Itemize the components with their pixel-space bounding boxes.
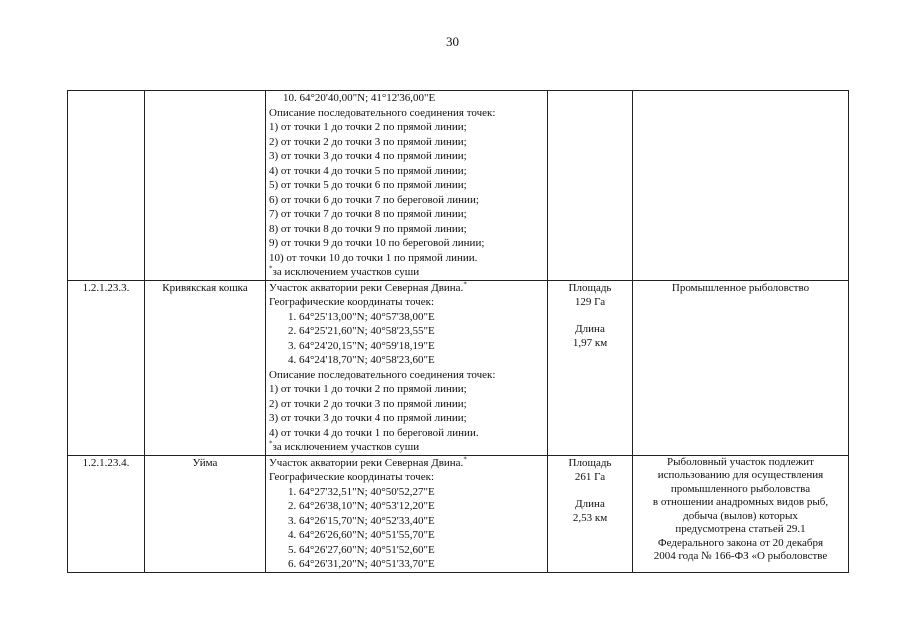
coordinates-list <box>269 310 544 368</box>
description-item: 10) от точки 10 до точки 1 по прямой линии. <box>269 251 478 264</box>
description-list <box>269 382 544 440</box>
size-cell <box>548 280 633 455</box>
length-value: 2,53 км <box>572 512 608 524</box>
area-intro-text: Участок акватории реки Северная Двина. <box>269 456 464 469</box>
usage-cell <box>633 91 849 281</box>
description-title: Описание последовательного соединения точек: <box>269 368 496 381</box>
table-row <box>68 280 849 455</box>
coordinate-item: 2. 64°25'21,60"N; 40°58'23,55"E <box>299 324 544 339</box>
usage-line: добыча (вылов) которых <box>683 509 798 522</box>
usage-line: в отношении анадромных видов рыб, <box>652 496 829 508</box>
row-number-cell <box>68 91 145 281</box>
area-value: 261 Га <box>574 471 606 483</box>
length-label: Длина <box>575 497 605 510</box>
area-value: 129 Га <box>574 296 606 308</box>
coordinate-line: 10. 64°20'40,00"N; 41°12'36,00"E <box>283 92 436 104</box>
coordinate-item: 3. 64°26'15,70"N; 40°52'33,40"E <box>299 514 544 529</box>
fishing-areas-table <box>67 90 849 573</box>
description-item: 6) от точки 6 до точки 7 по береговой линии; <box>269 193 479 206</box>
description-item: 9) от точки 9 до точки 10 по береговой линии; <box>269 237 485 249</box>
description-item: 1) от точки 1 до точки 2 по прямой линии; <box>269 121 467 133</box>
area-intro-text: Участок акватории реки Северная Двина. <box>269 281 464 294</box>
footnote-mark: * <box>463 279 467 288</box>
coordinate-item: 4. 64°24'18,70"N; 40°58'23,60"E <box>299 353 544 368</box>
row-number-cell: 1.2.1.23.3. <box>68 280 145 455</box>
row-number-cell: 1.2.1.23.4. <box>68 455 145 572</box>
area-intro <box>269 456 544 471</box>
usage-line: 2004 года № 166-ФЗ «О рыболовстве <box>653 550 828 562</box>
coordinates-list <box>269 485 544 572</box>
description-item: 3) от точки 3 до точки 4 по прямой линии; <box>269 412 467 424</box>
usage-line: предусмотрена статьей 29.1 <box>675 523 806 535</box>
description-item: 2) от точки 2 до точки 3 по прямой линии; <box>269 135 467 148</box>
footnote-text: за исключением участков суши <box>272 266 420 278</box>
table-row <box>68 455 849 572</box>
description-item: 2) от точки 2 до точки 3 по прямой линии; <box>269 397 467 410</box>
coords-title: Географические координаты точек: <box>269 471 434 483</box>
page-number: 30 <box>446 34 459 49</box>
description-item: 7) от точки 7 до точки 8 по прямой линии; <box>269 208 467 220</box>
coordinate-item: 3. 64°24'20,15"N; 40°59'18,19"E <box>299 339 544 354</box>
usage-cell: Промышленное рыболовство <box>633 280 849 455</box>
usage-line: Рыболовный участок подлежит <box>667 455 814 468</box>
coordinate-item: 5. 64°26'27,60"N; 40°51'52,60"E <box>299 543 544 558</box>
description-item: 4) от точки 4 до точки 1 по береговой линии. <box>269 426 479 439</box>
size-cell <box>548 455 633 572</box>
area-intro <box>269 281 544 296</box>
description-item: 3) от точки 3 до точки 4 по прямой линии; <box>269 150 467 162</box>
footnote-mark: * <box>463 454 467 463</box>
area-name-cell <box>145 91 266 281</box>
description-item: 4) от точки 4 до точки 5 по прямой линии; <box>269 164 467 177</box>
description-item: 1) от точки 1 до точки 2 по прямой линии; <box>269 383 467 395</box>
area-description-cell <box>266 455 548 572</box>
length-label: Длина <box>575 322 605 335</box>
usage-line: использованию для осуществления <box>657 469 824 481</box>
area-name-cell: Уйма <box>145 455 266 572</box>
usage-line: промышленного рыболовства <box>670 482 811 495</box>
description-title: Описание последовательного соединения точек: <box>269 106 496 119</box>
footnote-mark: * <box>269 264 273 273</box>
description-item: 8) от точки 8 до точки 9 по прямой линии; <box>269 222 467 235</box>
coordinate-item: 1. 64°27'32,51"N; 40°50'52,27"E <box>299 485 544 500</box>
usage-line: Федерального закона от 20 декабря <box>657 536 824 549</box>
coordinate-item: 1. 64°25'13,00"N; 40°57'38,00"E <box>299 310 544 325</box>
area-description-cell <box>266 91 548 281</box>
area-name-cell: Кривякская кошка <box>145 280 266 455</box>
size-cell <box>548 91 633 281</box>
footnote <box>269 440 544 455</box>
description-item: 5) от точки 5 до точки 6 по прямой линии; <box>269 179 467 191</box>
description-list <box>269 120 544 265</box>
area-label: Площадь <box>568 456 612 469</box>
length-value: 1,97 км <box>572 337 608 349</box>
footnote-mark: * <box>269 439 273 448</box>
area-description-cell <box>266 280 548 455</box>
footnote-text: за исключением участков суши <box>272 441 420 453</box>
usage-cell <box>633 455 849 572</box>
coordinate-item: 6. 64°26'31,20"N; 40°51'33,70"E <box>299 557 544 572</box>
coordinate-item: 4. 64°26'26,60"N; 40°51'55,70"E <box>299 528 544 543</box>
table-row <box>68 91 849 281</box>
coords-title: Географические координаты точек: <box>269 296 434 308</box>
coordinate-item: 2. 64°26'38,10"N; 40°53'12,20"E <box>299 499 544 514</box>
footnote <box>269 265 544 280</box>
area-label: Площадь <box>568 281 612 294</box>
